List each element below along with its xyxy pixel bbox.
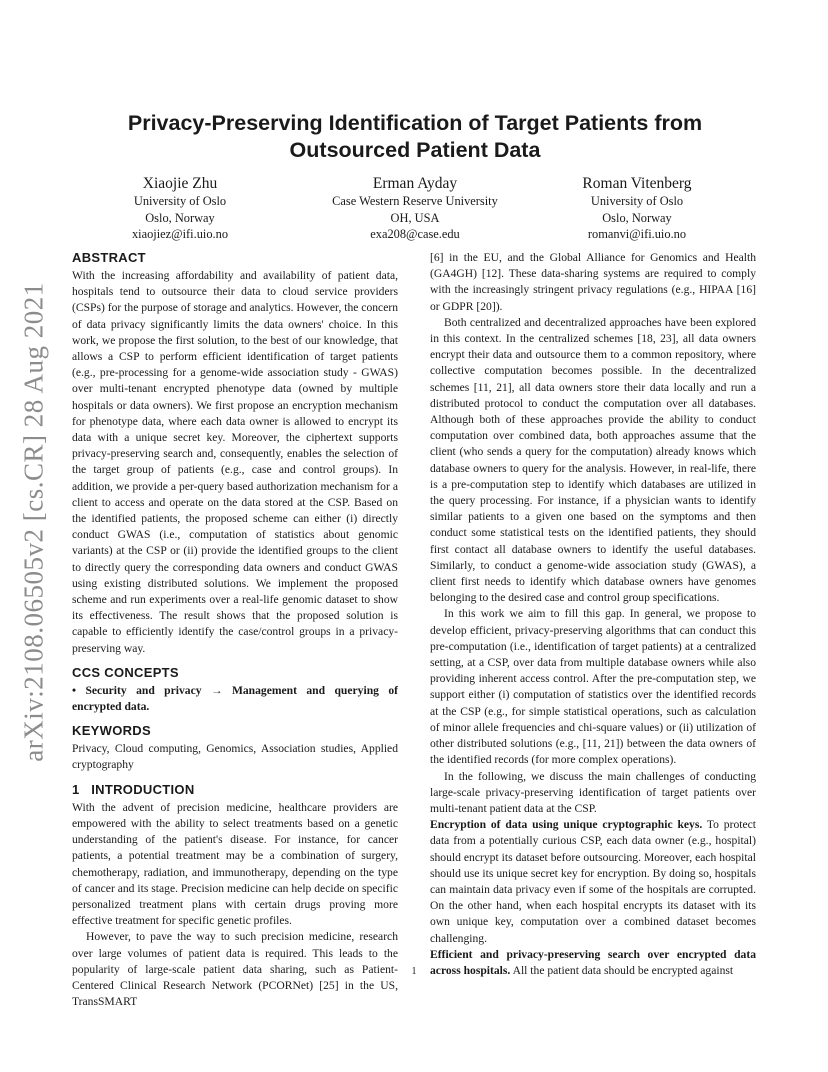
keywords-text: Privacy, Cloud computing, Genomics, Association studies, Applied cryptography [72, 742, 398, 772]
author-location: Oslo, Norway [145, 210, 215, 225]
intro-paragraph-1: With the advent of precision medicine, healthcare providers are empowered with the ability to select treatments based on a genetic understanding of the patient's disease. For instance, for cancer patients, a potential treatment may be a combination of surgery, chemotherapy, radiation, and immunotherapy, depending on the type of cancer and its stage. Precision medicine can help decide on specific personalized treatment plans with certain drugs proving more effective treatment for specific genetic profiles. [72, 800, 398, 928]
author-block [72, 174, 758, 244]
paper-title [72, 110, 758, 164]
author-email: xiaojiez@ifi.uio.no [131, 227, 229, 241]
author-email: romanvi@ifi.uio.no [587, 227, 687, 241]
author-affiliation: University of Oslo [133, 194, 227, 208]
arxiv-stamp: arXiv:2108.06505v2 [cs.CR] 28 Aug 2021 [18, 282, 49, 762]
paragraph-body: All the patient data should be encrypted against [510, 963, 734, 977]
author-affiliation: Case Western Reserve University [332, 194, 498, 208]
ccs-text: • Security and privacy → Management and querying of encrypted data. [72, 683, 398, 714]
author-name: Erman Ayday [372, 175, 458, 192]
author-3 [562, 174, 712, 243]
page-number: 1 [411, 966, 417, 977]
paragraph-body: To protect data from a potentially curious CSP, each data owner (e.g., hospital) should encrypt its dataset before outsourcing. Moreover, each hospital should use its unique secret key for encryption. By doing so, hospitals can maintain data privacy even if some of the hospitals are corrupted. On the other hand, when each hospital encrypts its dataset with its own unique key, computation over a combined dataset becomes challenging. [430, 818, 756, 945]
paragraph-lead: Efficient and privacy-preserving search over encrypted data across hospitals. [430, 947, 756, 977]
author-name: Xiaojie Zhu [142, 175, 218, 192]
title-line-1: Privacy-Preserving Identification of Target Patients from [127, 111, 703, 135]
right-paragraph-4: In the following, we discuss the main challenges of conducting large-scale privacy-preserving identification of target patients over multi-tenant patient data at the CSP. [430, 769, 756, 815]
right-paragraph-5 [430, 817, 756, 947]
author-email: exa208@case.edu [370, 227, 460, 241]
abstract-text: With the increasing affordability and availability of patient data, hospitals tend to outsource their data to cloud service providers (CSPs) for the purpose of storage and analytics. However, the concern of data privacy significantly limits the data owners' choice. In this work, we propose the first solution, to the best of our knowledge, that allows a CSP to perform efficient identification of target patients (e.g., pre-processing for a genome-wide association study - GWAS) over multi-tenant encrypted phenotype data (owned by multiple hospitals or data owners). We first propose an encryption mechanism for phenotype data, where each data owner is allowed to encrypt its data with a unique secret key. Moreover, the ciphertext supports privacy-preserving search and, consequently, enables the selection of the target group of patients (e.g., case and control groups). In addition, we provide a per-query based authorization mechanism for a client to access and operate on the data stored at the CSP. Based on the identified patients, the proposed scheme can either (i) directly conduct GWAS (i.e., computation of statistics about genomic variants) at the CSP or (ii) provide the identified groups to the client to directly query the corresponding data owners and conduct GWAS using existing distributed solutions. We implement the proposed scheme and run experiments over a real-life genomic dataset to show its effectiveness. The result shows that the proposed solution is capable to efficiently identify the case/control groups in a privacy-preserving way. [72, 269, 398, 655]
abstract-heading: ABSTRACT [72, 250, 146, 265]
intro-paragraph-2: However, to pave the way to such precision medicine, research over large volumes of patient data is required. This leads to the popularity of large-scale patient data sharing, such as Patient-Centered Clinical Research Network (PCORNet) [25] in the US, TransSMART [72, 930, 398, 1009]
keywords-heading: KEYWORDS [72, 723, 151, 739]
paragraph-lead: Encryption of data using unique cryptographic keys. [430, 818, 703, 832]
right-column [430, 250, 756, 979]
right-paragraph-3: In this work we aim to fill this gap. In general, we propose to develop efficient, privacy-preserving algorithms that can conduct this pre-computation (i.e., identification of target patients) at a centralized setting, at a CSP, over data from multiple database owners while also providing inherent access control. After the pre-computation step, we support either (i) computation of statistics over the identified records at the CSP (e.g., for simple statistical operations, such as calculation of minor allele frequencies and chi-square values) or (ii) utilization of other distributed solutions (e.g., [11, 21]) between the data owners of the identified records (for more complex operations). [430, 607, 756, 767]
author-location: Oslo, Norway [602, 210, 672, 225]
ccs-heading: CCS CONCEPTS [72, 664, 179, 680]
author-name: Roman Vitenberg [582, 175, 692, 192]
right-paragraph-2: Both centralized and decentralized approaches have been explored in this context. In the centralized schemes [18, 23], all data owners encrypt their data and outsource them to a common repository, where collective computation becomes possible. In the decentralized schemes [11, 21], all data owners store their data locally and run a distributed protocol to conduct the computation over all databases. Although both of these approaches provide the ability to conduct computation over combined data, both approaches assume that the client (who sends a query for the computation) already knows which database owners to query for the analysis. However, in real-life, there is a pre-computation step to identify which databases are utilized in the query processing. For instance, if a physician wants to identify similar patients to a given one based on the symptoms and then conduct some statistical tests on the identified patients, they should first contact all database owners to identify the useful databases. Similarly, to conduct a genome-wide association study (GWAS), a client first needs to identify which database owners have genomes belonging to the desired case and control group specifications. [430, 315, 756, 605]
intro-heading: 1 INTRODUCTION [72, 781, 195, 797]
author-affiliation: University of Oslo [590, 194, 684, 208]
left-column [72, 250, 398, 1010]
author-2 [315, 174, 515, 243]
title-line-2: Outsourced Patient Data [289, 138, 541, 162]
right-paragraph-1: [6] in the EU, and the Global Alliance for Genomics and Health (GA4GH) [12]. These data-sharing systems are required to comply with the increasingly stringent privacy regulations (e.g., HIPAA [16] or GDPR [20]). [430, 251, 756, 313]
author-1 [110, 174, 250, 243]
author-location: OH, USA [390, 210, 440, 225]
